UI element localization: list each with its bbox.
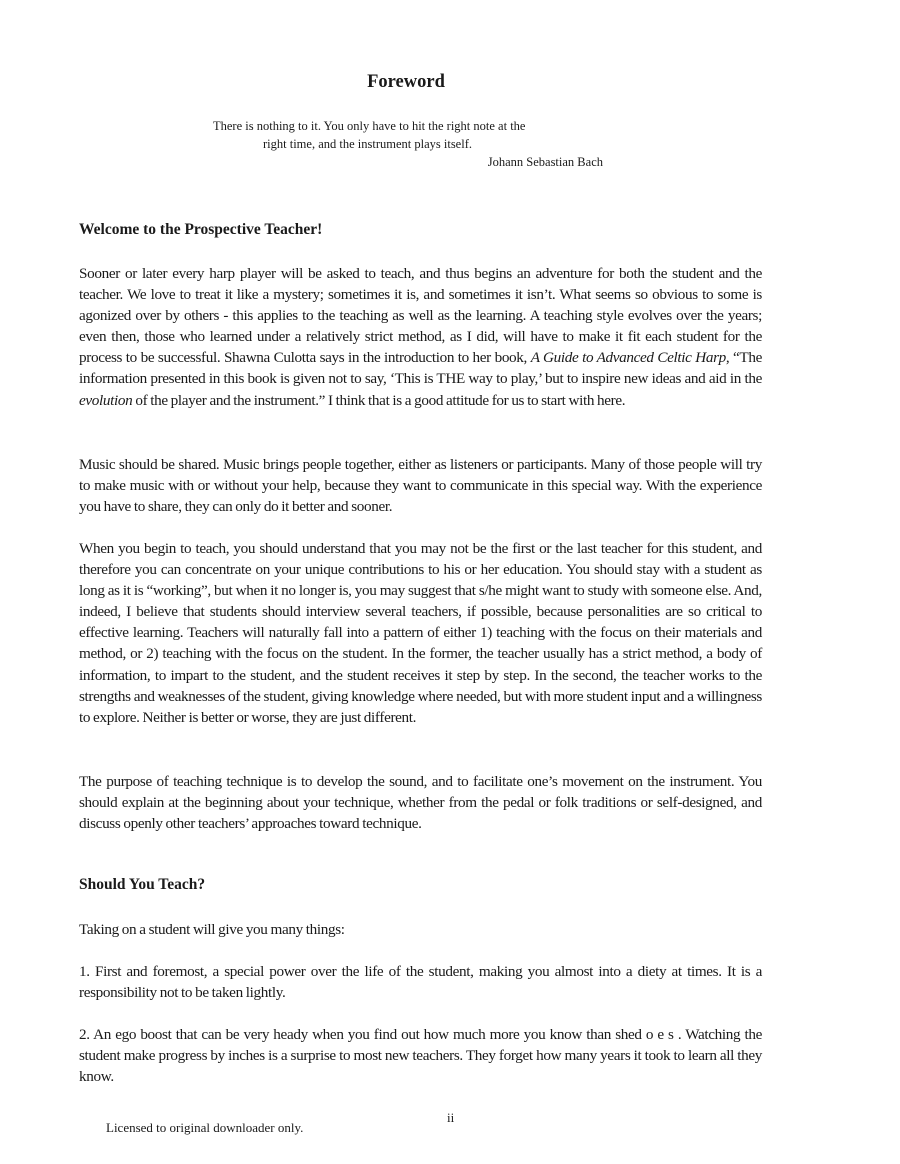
list-item-1: 1. First and foremost, a special power over the life of the student, making you almost into a diety at times. It is a responsibility not to be taken lightly. xyxy=(79,963,762,1002)
list-item-2: 2. An ego boost that can be very heady when you find out how much more you know than shed o e s . Watching the student make progress by inches is a surprise to most new teachers. They forget how many years it took to learn all they know. xyxy=(79,1026,762,1086)
emphasis-evolution: evolution xyxy=(79,391,133,409)
section-heading-welcome: Welcome to the Prospective Teacher! xyxy=(79,221,323,238)
epigraph xyxy=(213,117,613,171)
paragraph-1 xyxy=(79,263,762,411)
license-footer: Licensed to original downloader only. xyxy=(106,1120,304,1135)
paragraph-1-text-a: Sooner or later every harp player will be asked to teach, and thus begins an adventure for both the student and the teacher. We love to treat it like a mystery; sometimes it is, and sometimes it isn’t. What seems so obvious to some is agonized over by others - this applies to the teaching as well as the learning. A teaching style evolves over the years; even then, those who learned under a relatively strict method, as I did, will have to make it fit each student for the process to be successful. Shawna Culotta says in the introduction to her book, xyxy=(79,265,762,367)
paragraph-1-text-b: , “The information presented in this book is given not to say, ‘This is THE way to play,’ but to inspire new ideas and aid in the xyxy=(79,349,762,388)
page-number: ii xyxy=(447,1110,455,1125)
page-title: Foreword xyxy=(367,72,445,92)
section-heading-should-you-teach: Should You Teach? xyxy=(79,876,206,893)
paragraph-2: Music should be shared. Music brings people together, either as listeners or participants. Many of those people will try to make music with or without your help, because they want to communicate in this special way. With the experience you have to share, they can only do it better and sooner. xyxy=(79,456,762,516)
paragraph-3: When you begin to teach, you should understand that you may not be the first or the last teacher for this student, and therefore you can concentrate on your unique contributions to his or her education. You should stay with a student as long as it is “working”, but when it no longer is, you may suggest that s/he might want to study with someone else. And, indeed, I believe that students should interview several teachers, if possible, because personalities are so critical to effective learning. Teachers will naturally fall into a pattern of either 1) teaching with the focus on their materials and method, or 2) teaching with the focus on the student. In the former, the teacher usually has a strict method, a body of information, to impart to the student, and the student receives it step by step. In the second, the teacher works to the strengths and weaknesses of the student, giving knowledge where needed, but with more student input and a willingness to explore. Neither is better or worse, they are just different. xyxy=(79,540,762,726)
epigraph-line-2: right time, and the instrument plays itself. xyxy=(263,137,472,151)
paragraph-4: The purpose of teaching technique is to develop the sound, and to facilitate one’s movement on the instrument. You should explain at the beginning about your technique, whether from the pedal or folk traditions or self-designed, and discuss openly other teachers’ approaches toward technique. xyxy=(79,773,762,833)
paragraph-1-text-c: of the player and the instrument.” I think that is a good attitude for us to start with here. xyxy=(132,391,626,409)
epigraph-line-1: There is nothing to it. You only have to hit the right note at the xyxy=(213,119,526,133)
book-title: A Guide to Advanced Celtic Harp xyxy=(530,349,726,367)
epigraph-attribution: Johann Sebastian Bach xyxy=(487,155,603,169)
paragraph-intro: Taking on a student will give you many things: xyxy=(79,921,345,938)
